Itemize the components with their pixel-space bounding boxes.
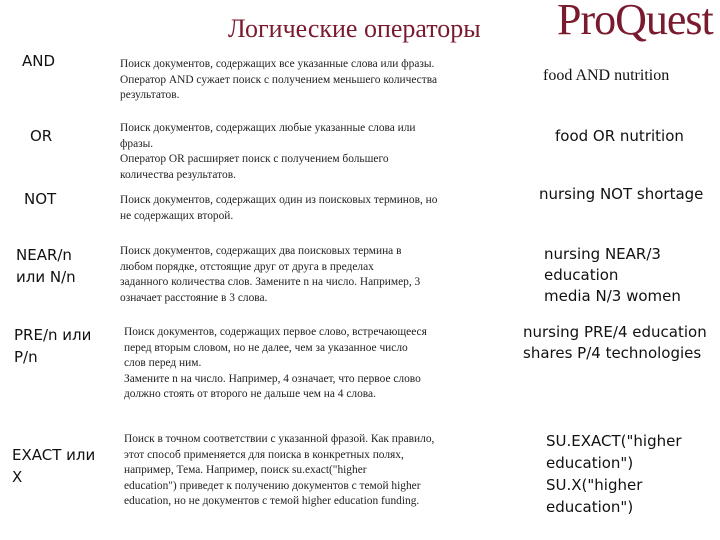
operator-or: OR — [30, 127, 53, 145]
description-exact: Поиск в точном соответствии с указанной фразой. Как правило, этот способ применяется для поиска в конкретных полях, например, Тема. Например, поиск su.exact("higher education") приведет к получению документов с темой higher education, но не документов с темой higher education funding. — [124, 433, 435, 508]
description-not: Поиск документов, содержащих один из поисковых терминов, но не содержащих второй. — [120, 194, 438, 222]
operator-and: AND — [22, 52, 56, 70]
operator-near: NEAR/n или N/n — [16, 246, 76, 286]
proquest-logo — [557, 0, 713, 52]
page-title: Логические операторы — [228, 14, 481, 43]
operator-exact: EXACT или X — [12, 446, 96, 486]
description-near: Поиск документов, содержащих два поисковых термина в любом порядке, отстоящие друг от друга в пределах заданного количества слов. Замените n на число. Например, 3 означает расстояние в 3 слова. — [120, 245, 421, 304]
description-pre: Поиск документов, содержащих первое слово, встречающееся перед вторым словом, но не далее, чем за указанное число слов перед ним. Замените n на число. Например, 4 означает, что первое слово должно стоять от второго не дальше чем на 4 слова. — [124, 326, 427, 401]
operator-pre: PRE/n или P/n — [14, 326, 92, 366]
example-near: nursing NEAR/3 education media N/3 women — [544, 245, 681, 305]
example-pre: nursing PRE/4 education shares P/4 technologies — [523, 323, 707, 362]
example-not: nursing NOT shortage — [539, 185, 704, 203]
logo-text: ProQuest — [557, 0, 713, 44]
operator-not: NOT — [24, 190, 57, 208]
description-and: Поиск документов, содержащих все указанные слова или фразы. Оператор AND сужает поиск с получением меньшего количества результатов. — [120, 58, 437, 102]
example-exact: SU.EXACT("higher education") SU.X("higher education") — [546, 432, 682, 516]
description-or: Поиск документов, содержащих любые указанные слова или фразы. Оператор OR расширяет поиск с получением большего количества результатов. — [120, 122, 416, 181]
example-or: food OR nutrition — [555, 127, 684, 145]
example-and: food AND nutrition — [543, 67, 670, 84]
